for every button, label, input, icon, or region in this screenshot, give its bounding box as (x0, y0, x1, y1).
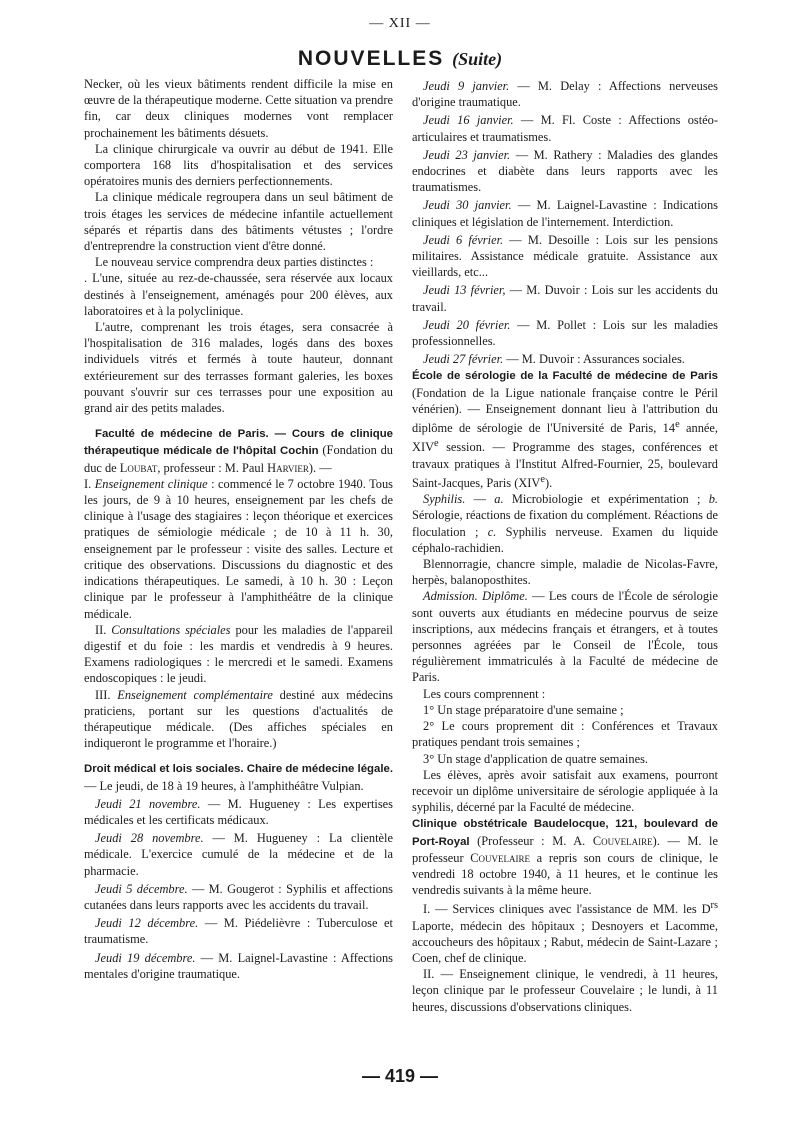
lecture-entry (412, 112, 718, 144)
lecture-date: Jeudi 21 novembre. (95, 796, 201, 811)
lecture-text: — M. Rathery : Maladies des glandes endocrines et diabète dans leurs rapports avec les traumatismes. (412, 147, 718, 195)
cochin-section-ii (84, 622, 393, 687)
syphilis-title: Syphilis. (423, 492, 466, 507)
cours-item-1: 1° Un stage préparatoire d'une semaine ; (423, 702, 624, 717)
lecture-date: Jeudi 27 février. (423, 352, 504, 367)
item-letter-c: c. (487, 524, 497, 539)
lecture-date: Jeudi 5 décembre. (95, 881, 188, 896)
serologie-text-1: (Fondation de la Ligue nationale française contre le Péril vénérien). — Enseignement donnant lieu à l'attribution du diplôme de sérologie de l'Université de Paris, 14 (412, 385, 718, 436)
item-text-a: Microbiologie et expérimentation ; (503, 492, 709, 507)
lecture-date: Jeudi 28 novembre. (95, 831, 204, 846)
section-iii-number: III. (95, 687, 118, 702)
baudelocque-section-ii: II. — Enseignement clinique, le vendredi, à 11 heures, leçon clinique par le professeur Couvelaire ; le lundi, à 11 heures, discussions d'observations cliniques. (412, 967, 718, 1014)
cours-intro: Les cours comprennent : (423, 686, 546, 701)
lecture-text: — M. Piédelièvre : Tuberculose et traumatisme. (84, 916, 393, 947)
lecture-date: Jeudi 12 décembre. (95, 916, 199, 931)
cochin-text-1: (Fondation du duc de (84, 443, 393, 475)
syphilis-programme (412, 491, 718, 556)
serologie-announcement (412, 367, 718, 491)
baudelocque-text-2: ). — M. le professeur (412, 833, 718, 865)
paragraph-etages: L'autre, comprenant les trois étages, sera consacrée à l'hospitalisation de 316 malades, logés dans des boxes individuels vitrés et fermés à toute hauteur, donnant extérieurement sur des terrasses formant galeries, les boxes pouvant s'ouvrir sur ces terrasses pour une exposition au grand air des petits malades. (84, 320, 393, 416)
cochin-heading: Faculté de médecine de Paris. — Cours de clinique thérapeutique médicale de l'hôpital Cochin (84, 428, 393, 458)
item-text-b: Sérologie, réactions de fixation du complément. Réactions de floculation ; (412, 508, 718, 539)
lecture-date: Jeudi 30 janvier. (423, 198, 512, 213)
lecture-entry (84, 950, 393, 982)
serologie-heading: École de sérologie de la Faculté de médecine de Paris (412, 370, 718, 383)
cochin-text-2: , professeur : M. Paul (157, 460, 268, 475)
cochin-text-3: ). — (308, 460, 332, 475)
serologie-text-2: année, XIV (412, 421, 718, 455)
serologie-text-3: session. — Programme des stages, conférences et travaux pratiques à l'Institut Alfred-Fournier, 25, boulevard Saint-Jacques, Paris (XIV (412, 440, 718, 491)
paragraph-nouveau-service: Le nouveau service comprendra deux parties distinctes : (95, 255, 374, 270)
lecture-text: — M. Fl. Coste : Affections ostéo-articulaires et traumatismes. (412, 113, 718, 144)
baudelocque-text-1: (Professeur : M. A. (469, 833, 593, 848)
lecture-date: Jeudi 16 janvier. (423, 113, 514, 128)
roman-folio: — XII — (369, 16, 431, 31)
lecture-entry (84, 796, 393, 828)
section-title-main: NOUVELLES (297, 47, 445, 70)
lecture-text: — M. Hugueney : Les expertises médicales et les certificats médicaux. (84, 796, 393, 827)
item-text-c: Syphilis nerveuse. Examen du liquide céphalo-rachidien. (412, 524, 718, 555)
droit-announcement (84, 760, 393, 793)
lecture-text: — M. Gougerot : Syphilis et affections cutanées dans leurs rapports avec les accidents du travail. (84, 881, 393, 912)
paragraph-clinique-chirurgicale: La clinique chirurgicale va ouvrir au début de 1941. Elle comportera 168 lits d'hospitalisation et des services opératoires munis des derniers perfectionnements. (84, 141, 393, 189)
section-title (0, 47, 800, 71)
baudelocque-name-2: Couvelaire (470, 850, 531, 865)
lecture-date: Jeudi 23 janvier. (423, 147, 511, 162)
lecture-entry (412, 147, 718, 196)
lecture-entry (84, 830, 393, 879)
eleves-paragraph: Les élèves, après avoir satisfait aux examens, pourront recevoir un diplôme universitaire de sérologie appliquée à la syphilis, décerné par la Faculté de médecine. (412, 767, 718, 815)
lecture-entry (412, 282, 718, 314)
admission-text: — Les cours de l'École de sérologie sont ouverts aux étudiants en médecine pourvus de seize inscriptions, aux médecins français et étrangers, et à toutes personnes agréées par le Conseil de l'École, tous régulièrement immatriculés à la Faculté de médecine de Paris. (412, 589, 718, 685)
superscript-rs: rs (710, 900, 718, 912)
lecture-text: — M. Duvoir : Lois sur les accidents du travail. (412, 283, 718, 314)
serologie-text-4: ). (544, 476, 553, 491)
section-ii-text: pour les maladies de l'appareil digestif et du foie : les mardis et vendredis à 9 heures. Examens radiologiques : le mercredi et le samedi. Examens endoscopiques : le jeudi. (84, 622, 393, 686)
cochin-name-loubat: Loubat (119, 460, 158, 475)
section-ii-number: II. (95, 622, 112, 637)
item-letter-b: b. (708, 492, 718, 507)
lecture-date: Jeudi 6 février. (423, 232, 504, 247)
lecture-text: — M. Hugueney : La clientèle médicale. L'exercice cumulé de la médecine et de la pharmacie. (84, 831, 393, 878)
baudelocque-announcement (412, 815, 718, 898)
section-i-text: : commencé le 7 octobre 1940. Tous les jours, de 9 à 10 heures, enseignement par les chefs de clinique à l'usage des stagiaires : leçon théorique et exercices pratiques de sémiologie médicale ; de 10 à 11 h. 30, enseignement par le professeur : visite des salles. Lecture et critique des observations. Discussions du diagnostic et des indications thérapeutiques. Le samedi, à 10 h. 30 : Leçon clinique par le professeur à l'amphithéâtre de la clinique médicale. (84, 476, 393, 621)
lecture-entry (84, 915, 393, 947)
baudelocque-section-i (412, 898, 718, 966)
lecture-date: Jeudi 19 décembre. (95, 950, 196, 965)
cochin-section-iii (84, 687, 393, 752)
superscript-e: e (540, 473, 545, 485)
lecture-entry (412, 351, 718, 367)
page-number: — 419 — (361, 1066, 439, 1086)
lecture-date: Jeudi 20 février. (423, 317, 511, 332)
lecture-entry (412, 78, 718, 110)
section-i-text-b: Laporte, médecin des hôpitaux ; Desnoyers et Lacomme, accoucheurs des hôpitaux ; Rabut, médecin de Saint-Lazare ; Coen, chef de clinique. (412, 918, 718, 966)
section-i-text-a: I. — Services cliniques avec l'assistance de MM. les D (423, 902, 711, 917)
section-title-suffix: (Suite) (452, 49, 503, 69)
syphilis-dash: — (465, 492, 495, 507)
droit-heading: Droit médical et lois sociales. Chaire de médecine légale. (84, 763, 393, 776)
section-i-title: Enseignement clinique (94, 476, 208, 491)
cours-item-3: 3° Un stage d'application de quatre semaines. (423, 751, 648, 766)
lecture-entry (84, 881, 393, 913)
lecture-entry (412, 317, 718, 349)
lecture-date: Jeudi 9 janvier. (423, 79, 510, 93)
section-i-number: I. (84, 476, 95, 491)
blennorragie-paragraph: Blennorragie, chancre simple, maladie de Nicolas-Favre, herpès, balanoposthites. (412, 557, 718, 588)
section-iii-text: destiné aux médecins praticiens, portant sur les questions d'actualités de thérapeutique médicale. (Des affiches spéciales en indiqueront le programme et l'horaire.) (84, 687, 394, 751)
superscript-e: e (434, 438, 439, 450)
section-ii-title: Consultations spéciales (111, 622, 231, 637)
lecture-text: — M. Duvoir : Assurances sociales. (503, 352, 685, 367)
lecture-entry (412, 232, 718, 281)
admission-paragraph (412, 588, 718, 685)
baudelocque-name-1: Couvelaire (592, 833, 653, 848)
paragraph-clinique-medicale: La clinique médicale regroupera dans un seul bâtiment de trois étages les services de médecine infantile actuellement séparés et répartis dans des bâtiments vétustes ; l'ordre d'entreprendre la construction vient d'être donné. (84, 190, 393, 254)
lecture-date: Jeudi 13 février, (423, 283, 506, 298)
baudelocque-heading: Clinique obstétricale Baudelocque, 121, boulevard de Port-Royal (412, 818, 718, 848)
item-letter-a: a. (494, 492, 504, 507)
lecture-text: — M. Delay : Affections nerveuses d'origine traumatique. (412, 79, 718, 110)
cours-item-2: 2° Le cours proprement dit : Conférences et Travaux pratiques pendant trois semaines ; (412, 719, 718, 750)
lecture-text: — M. Desoille : Lois sur les pensions militaires. Assistance médicale gratuite. Assistance aux vieillards, etc... (412, 232, 718, 280)
paragraph-rez-de-chaussee: . L'une, située au rez-de-chaussée, sera réservée aux locaux destinés à l'enseignement, aménagés pour 200 élèves, aux laboratoires et à la polyclinique. (84, 271, 393, 318)
cochin-section-i (84, 476, 393, 622)
lecture-entry (412, 197, 718, 229)
droit-text: — Le jeudi, de 18 à 19 heures, à l'amphithéâtre Vulpian. (84, 778, 364, 793)
left-column (84, 76, 393, 982)
section-iii-title: Enseignement complémentaire (117, 687, 273, 702)
baudelocque-text-3: a repris son cours de clinique, le vendredi 18 octobre 1940, à 11 heures, et le continue les vendredis suivants à la même heure. (412, 850, 718, 898)
admission-title: Admission. Diplôme. (423, 589, 528, 604)
right-column (412, 76, 718, 1015)
lecture-text: — M. Laignel-Lavastine : Affections mentales d'origine traumatique. (84, 950, 393, 981)
lecture-text: — M. Laignel-Lavastine : Indications cliniques et législation de l'internement. Interdiction. (412, 198, 718, 229)
lecture-text: — M. Pollet : Lois sur les maladies professionnelles. (412, 317, 719, 349)
cochin-name-harvier: Harvier (267, 460, 309, 475)
superscript-e: e (675, 419, 680, 431)
cochin-announcement (84, 425, 393, 476)
paragraph-necker: Necker, où les vieux bâtiments rendent difficile la mise en œuvre de la thérapeutique moderne. Cette situation va prendre fin, car deux cliniques modernes vont remplacer prochainement les bâtiments désuets. (84, 77, 393, 140)
